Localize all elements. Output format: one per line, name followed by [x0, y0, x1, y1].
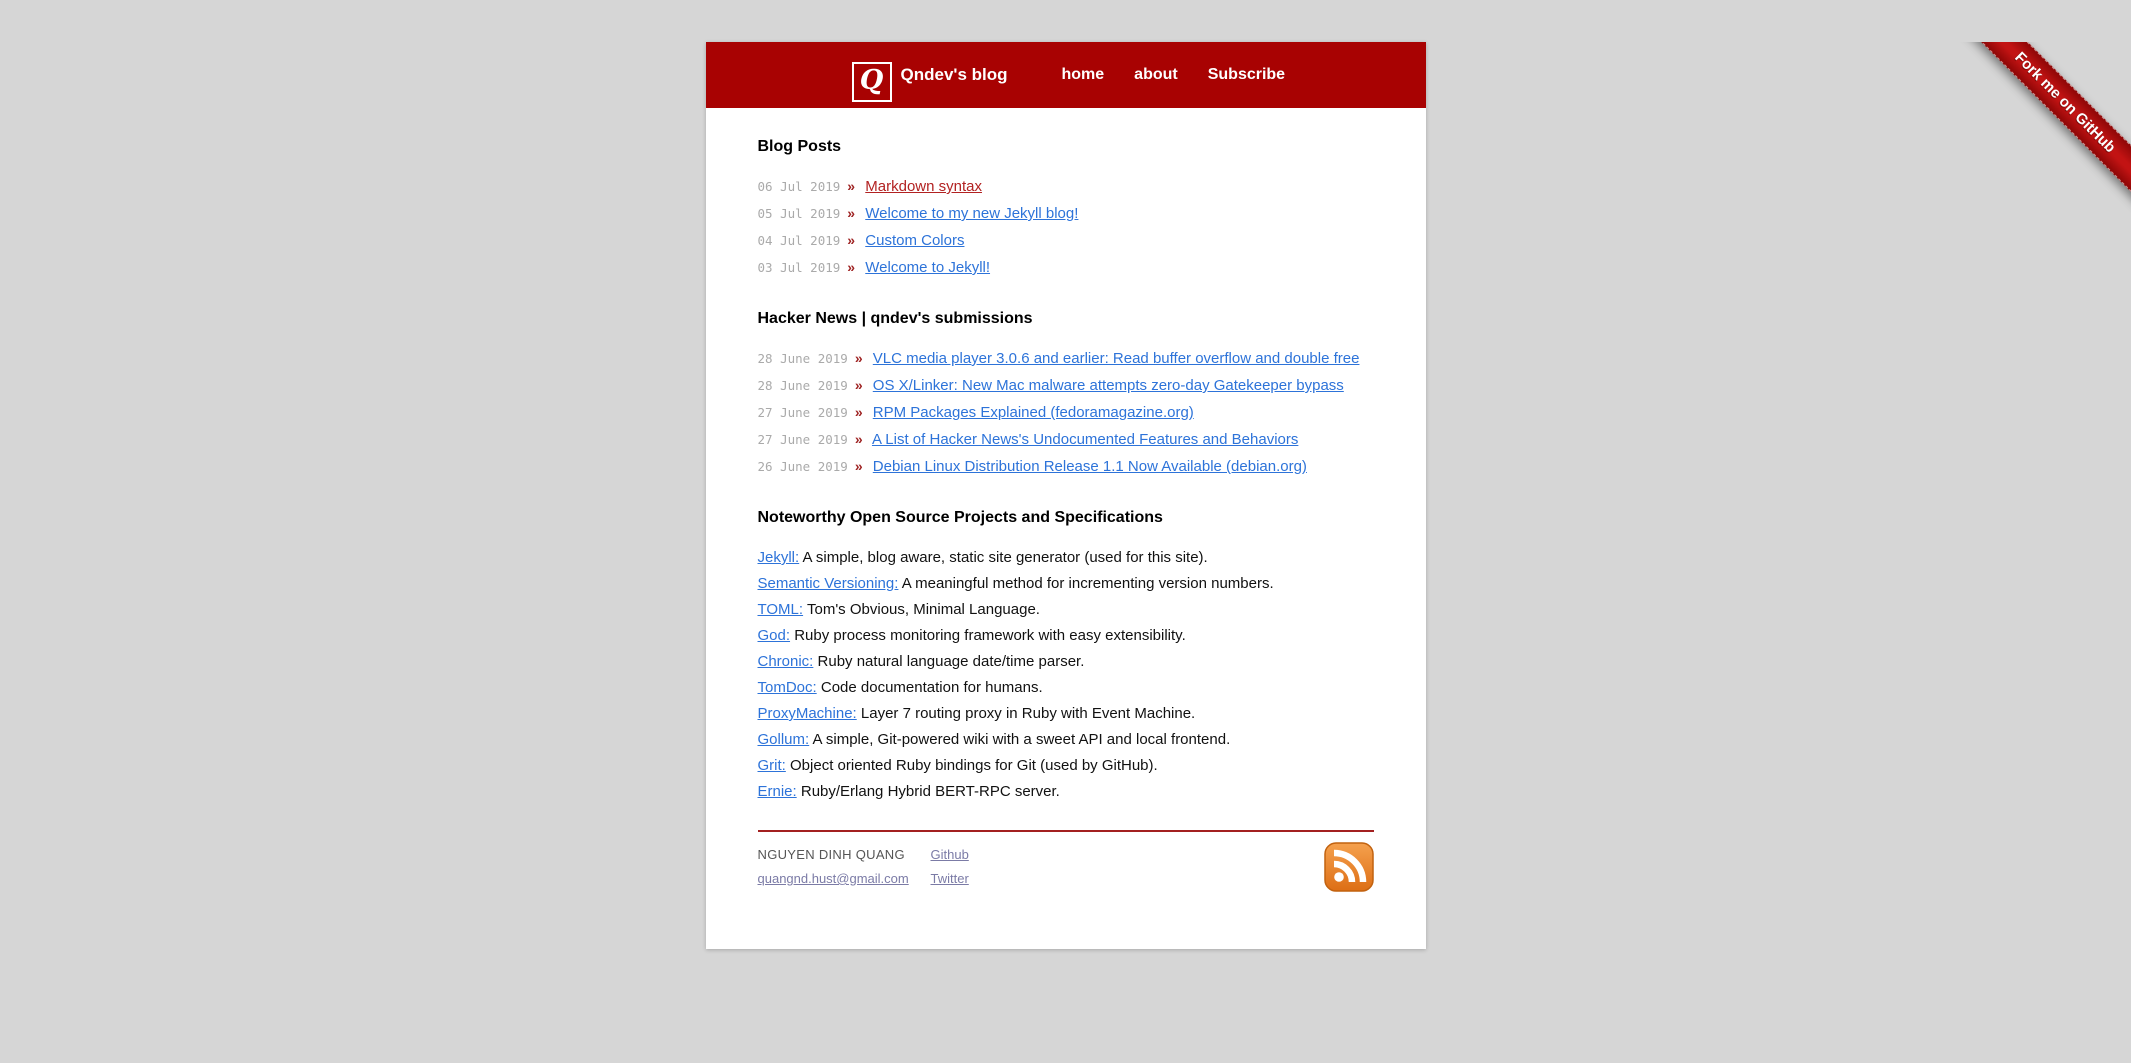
project-desc: Ruby/Erlang Hybrid BERT-RPC server.	[800, 783, 1060, 800]
post-date: 27 June 2019	[757, 405, 848, 420]
post-date: 27 June 2019	[757, 432, 848, 447]
nav-about[interactable]: about	[1134, 66, 1178, 83]
header-nav	[1032, 66, 1286, 84]
project-desc: A meaningful method for incrementing version numbers.	[901, 575, 1274, 592]
project-link[interactable]: Ernie:	[757, 783, 797, 800]
fork-me-on-github-ribbon[interactable]: Fork me on GitHub	[1961, 42, 2131, 206]
footer-links-column	[931, 847, 969, 895]
github-link[interactable]: Github	[930, 847, 969, 862]
list-marker: »	[847, 205, 856, 221]
site-title[interactable]: Qndev's blog	[900, 65, 1008, 84]
project-link[interactable]: Grit:	[757, 757, 786, 774]
list-item	[758, 627, 1374, 644]
list-item	[758, 549, 1374, 566]
nav-subscribe[interactable]: Subscribe	[1207, 66, 1286, 83]
post-date: 28 June 2019	[757, 378, 848, 393]
logo-letter: Q	[859, 64, 884, 96]
list-marker: »	[854, 350, 863, 366]
project-desc: Tom's Obvious, Minimal Language.	[806, 601, 1040, 618]
list-item	[758, 601, 1374, 618]
list-item	[758, 731, 1374, 748]
post-link[interactable]: RPM Packages Explained (fedoramagazine.org)	[872, 404, 1194, 421]
list-item	[758, 205, 1374, 222]
list-marker: »	[854, 404, 863, 420]
site-header	[706, 42, 1426, 108]
footer-divider	[758, 830, 1374, 832]
post-date: 05 Jul 2019	[757, 206, 841, 221]
list-item	[758, 757, 1374, 774]
post-link[interactable]: Custom Colors	[865, 232, 965, 249]
list-item	[758, 679, 1374, 696]
project-link[interactable]: Jekyll:	[757, 549, 800, 566]
post-link[interactable]: OS X/Linker: New Mac malware attempts zero-day Gatekeeper bypass	[872, 377, 1344, 394]
list-marker: »	[847, 259, 856, 275]
list-item	[758, 232, 1374, 249]
hacker-news-heading: Hacker News | qndev's submissions	[757, 310, 1033, 327]
list-marker: »	[847, 178, 856, 194]
project-desc: A simple, blog aware, static site generator (used for this site).	[802, 549, 1208, 566]
nav-home[interactable]: home	[1061, 66, 1105, 83]
list-item	[758, 259, 1374, 276]
post-date: 26 June 2019	[757, 459, 848, 474]
author-name: NGUYEN DINH QUANG	[757, 847, 905, 862]
list-marker: »	[847, 232, 856, 248]
project-link[interactable]: TomDoc:	[757, 679, 817, 696]
project-desc: A simple, Git-powered wiki with a sweet API and local frontend.	[812, 731, 1231, 748]
twitter-link[interactable]: Twitter	[930, 871, 969, 886]
list-item	[758, 458, 1374, 475]
list-item	[758, 431, 1374, 448]
rss-icon[interactable]	[1324, 842, 1374, 892]
project-desc: Object oriented Ruby bindings for Git (used by GitHub).	[790, 757, 1158, 774]
list-item	[758, 178, 1374, 195]
list-item	[758, 783, 1374, 800]
page-card	[706, 42, 1426, 949]
project-link[interactable]: Gollum:	[757, 731, 810, 748]
blog-posts-heading: Blog Posts	[757, 138, 842, 155]
post-link[interactable]: Debian Linux Distribution Release 1.1 Now Available (debian.org)	[872, 458, 1307, 475]
project-link[interactable]: Semantic Versioning:	[757, 575, 899, 592]
post-link[interactable]: VLC media player 3.0.6 and earlier: Read buffer overflow and double free	[872, 350, 1360, 367]
list-item	[758, 377, 1374, 394]
project-link[interactable]: TOML:	[757, 601, 804, 618]
github-ribbon-container	[1941, 42, 2131, 232]
list-item	[758, 575, 1374, 592]
main-content	[706, 108, 1426, 800]
post-link[interactable]: Welcome to my new Jekyll blog!	[865, 205, 1079, 222]
post-date: 04 Jul 2019	[757, 233, 841, 248]
list-item	[758, 705, 1374, 722]
section-hacker-news	[758, 310, 1374, 475]
projects-heading: Noteworthy Open Source Projects and Specifications	[757, 509, 1163, 526]
post-link[interactable]: Markdown syntax	[865, 178, 982, 195]
post-date: 28 June 2019	[757, 351, 848, 366]
project-desc: Ruby process monitoring framework with easy extensibility.	[794, 627, 1186, 644]
project-link[interactable]: Chronic:	[757, 653, 814, 670]
post-link[interactable]: Welcome to Jekyll!	[865, 259, 991, 276]
list-marker: »	[854, 431, 863, 447]
footer-contact-column	[758, 847, 931, 886]
section-projects	[758, 509, 1374, 800]
section-blog-posts	[758, 138, 1374, 276]
site-logo[interactable]	[852, 62, 892, 102]
project-link[interactable]: ProxyMachine:	[757, 705, 857, 722]
post-link[interactable]: A List of Hacker News's Undocumented Features and Behaviors	[871, 431, 1299, 448]
list-marker: »	[854, 377, 863, 393]
project-desc: Layer 7 routing proxy in Ruby with Event Machine.	[860, 705, 1196, 722]
list-item	[758, 404, 1374, 421]
project-desc: Code documentation for humans.	[820, 679, 1043, 696]
list-item	[758, 350, 1374, 367]
site-footer	[706, 847, 1426, 895]
post-date: 06 Jul 2019	[757, 179, 841, 194]
list-item	[758, 653, 1374, 670]
project-link[interactable]: God:	[757, 627, 791, 644]
email-link[interactable]: quangnd.hust@gmail.com	[757, 871, 909, 886]
project-desc: Ruby natural language date/time parser.	[817, 653, 1085, 670]
post-date: 03 Jul 2019	[757, 260, 841, 275]
list-marker: »	[854, 458, 863, 474]
